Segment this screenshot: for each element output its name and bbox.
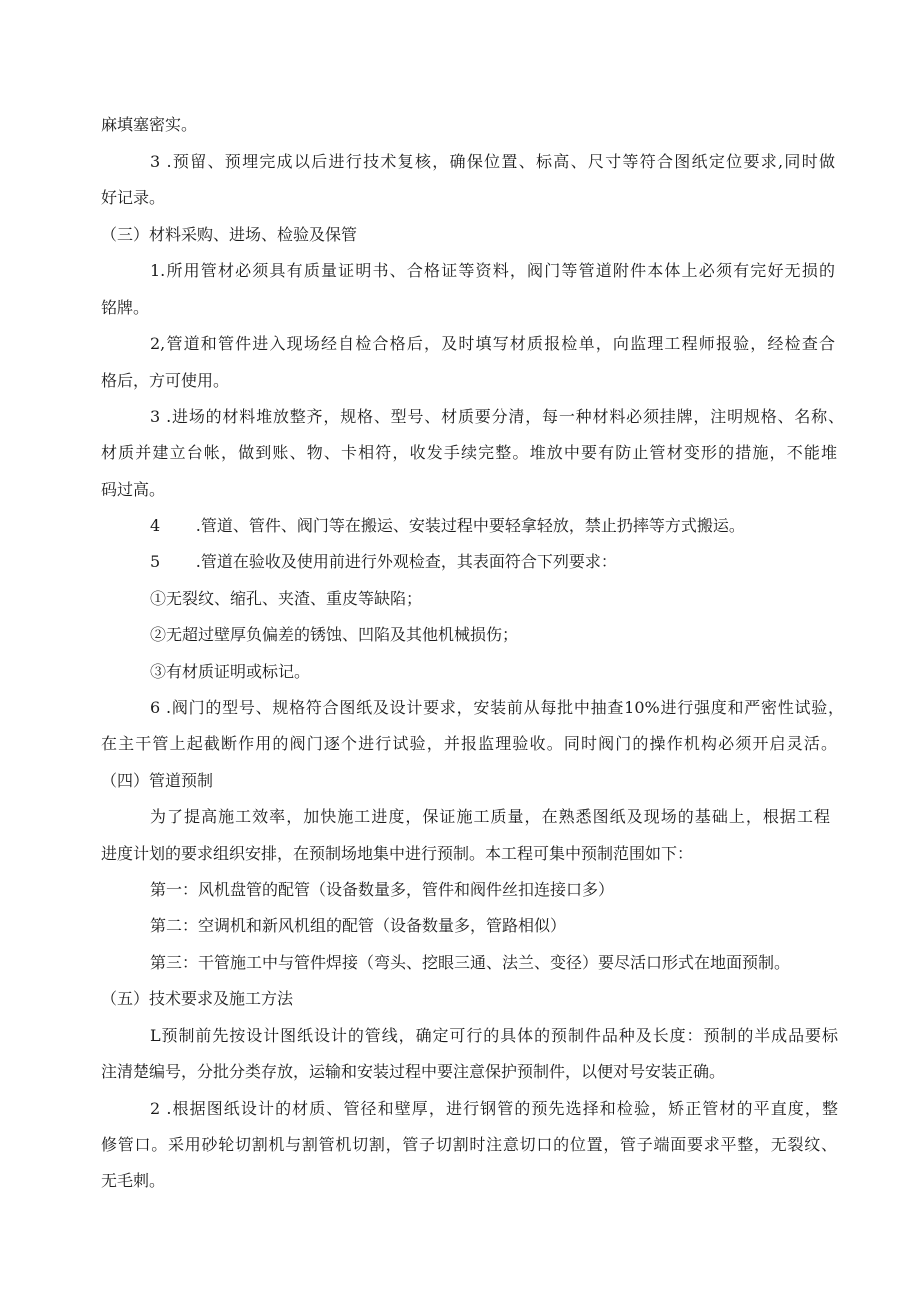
paragraph-line: 为了提高施工效率，加快施工进度，保证施工质量，在熟悉图纸及现场的基础上，根据工程 (150, 807, 830, 826)
section-heading: （五）技术要求及施工方法 (101, 989, 294, 1008)
paragraph-line: 格后，方可使用。 (101, 371, 230, 390)
list-item: ①无裂纹、缩孔、夹渣、重皮等缺陷； (150, 589, 423, 608)
paragraph-line: 修管口。采用砂轮切割机与割管机切割，管子切割时注意切口的位置，管子端面要求平整，无裂纹、 (101, 1135, 837, 1154)
paragraph-line: 第二：空调机和新风机组的配管（设备数量多，管路相似） (150, 916, 567, 935)
paragraph-line: 第三：干管施工中与管件焊接（弯头、挖眼三通、法兰、变径）要尽活口形式在地面预制。 (150, 953, 791, 972)
paragraph-line: 无毛刺。 (101, 1171, 166, 1190)
paragraph-line: 1.所用管材必须具有质量证明书、合格证等资料，阀门等管道附件本体上必须有完好无损的 (150, 261, 835, 280)
paragraph-line: 注清楚编号，分批分类存放，运输和安装过程中要注意保护预制件，以便对号安装正确。 (101, 1062, 726, 1081)
paragraph-line: 3 .进场的材料堆放整齐，规格、型号、材质要分清，每一种材料必须挂牌，注明规格、名称、 (150, 407, 844, 426)
section-heading: （三）材料采购、进场、检验及保管 (101, 225, 358, 244)
list-item: ③有材质证明或标记。 (150, 662, 311, 681)
paragraph-line: 铭牌。 (101, 298, 150, 317)
paragraph-line: L预制前先按设计图纸设计的管线，确定可行的具体的预制件品种及长度：预制的半成品要标 (150, 1026, 838, 1045)
paragraph-line: 2,管道和管件进入现场经自检合格后，及时填写材质报检单，向监理工程师报验，经检查合 (150, 334, 835, 353)
paragraph-line: 4 .管道、管件、阀门等在搬运、安装过程中要轻拿轻放，禁止扔摔等方式搬运。 (150, 516, 745, 535)
paragraph-line: 进度计划的要求组织安排，在预制场地集中进行预制。本工程可集中预制范围如下： (101, 844, 694, 863)
paragraph-line: 在主干管上起截断作用的阀门逐个进行试验，并报监理验收。同时阀门的操作机构必须开启灵活。 (101, 734, 837, 753)
list-item: ②无超过壁厚负偏差的锈蚀、凹陷及其他机械损伤； (150, 625, 519, 644)
paragraph-line: 麻填塞密实。 (101, 115, 198, 134)
paragraph-line: 材质并建立台帐，做到账、物、卡相符，收发手续完整。堆放中要有防止管材变形的措施，不能堆 (101, 443, 837, 462)
section-heading: （四）管道预制 (101, 771, 214, 790)
paragraph-line: 第一：风机盘管的配管（设备数量多，管件和阀件丝扣连接口多） (150, 880, 615, 899)
paragraph-line: 码过高。 (101, 480, 166, 499)
paragraph-line: 2 .根据图纸设计的材质、管径和壁厚，进行钢管的预先选择和检验，矫正管材的平直度，整 (150, 1099, 838, 1118)
paragraph-line: 3 .预留、预埋完成以后进行技术复核，确保位置、标高、尺寸等符合图纸定位要求,同时做 (150, 152, 835, 171)
paragraph-line: 好记录。 (101, 188, 166, 207)
paragraph-line: 5 .管道在验收及使用前进行外观检查，其表面符合下列要求： (150, 552, 617, 571)
paragraph-line: 6 .阀门的型号、规格符合图纸及设计要求，安装前从每批中抽查10%进行强度和严密性试验， (150, 698, 844, 717)
